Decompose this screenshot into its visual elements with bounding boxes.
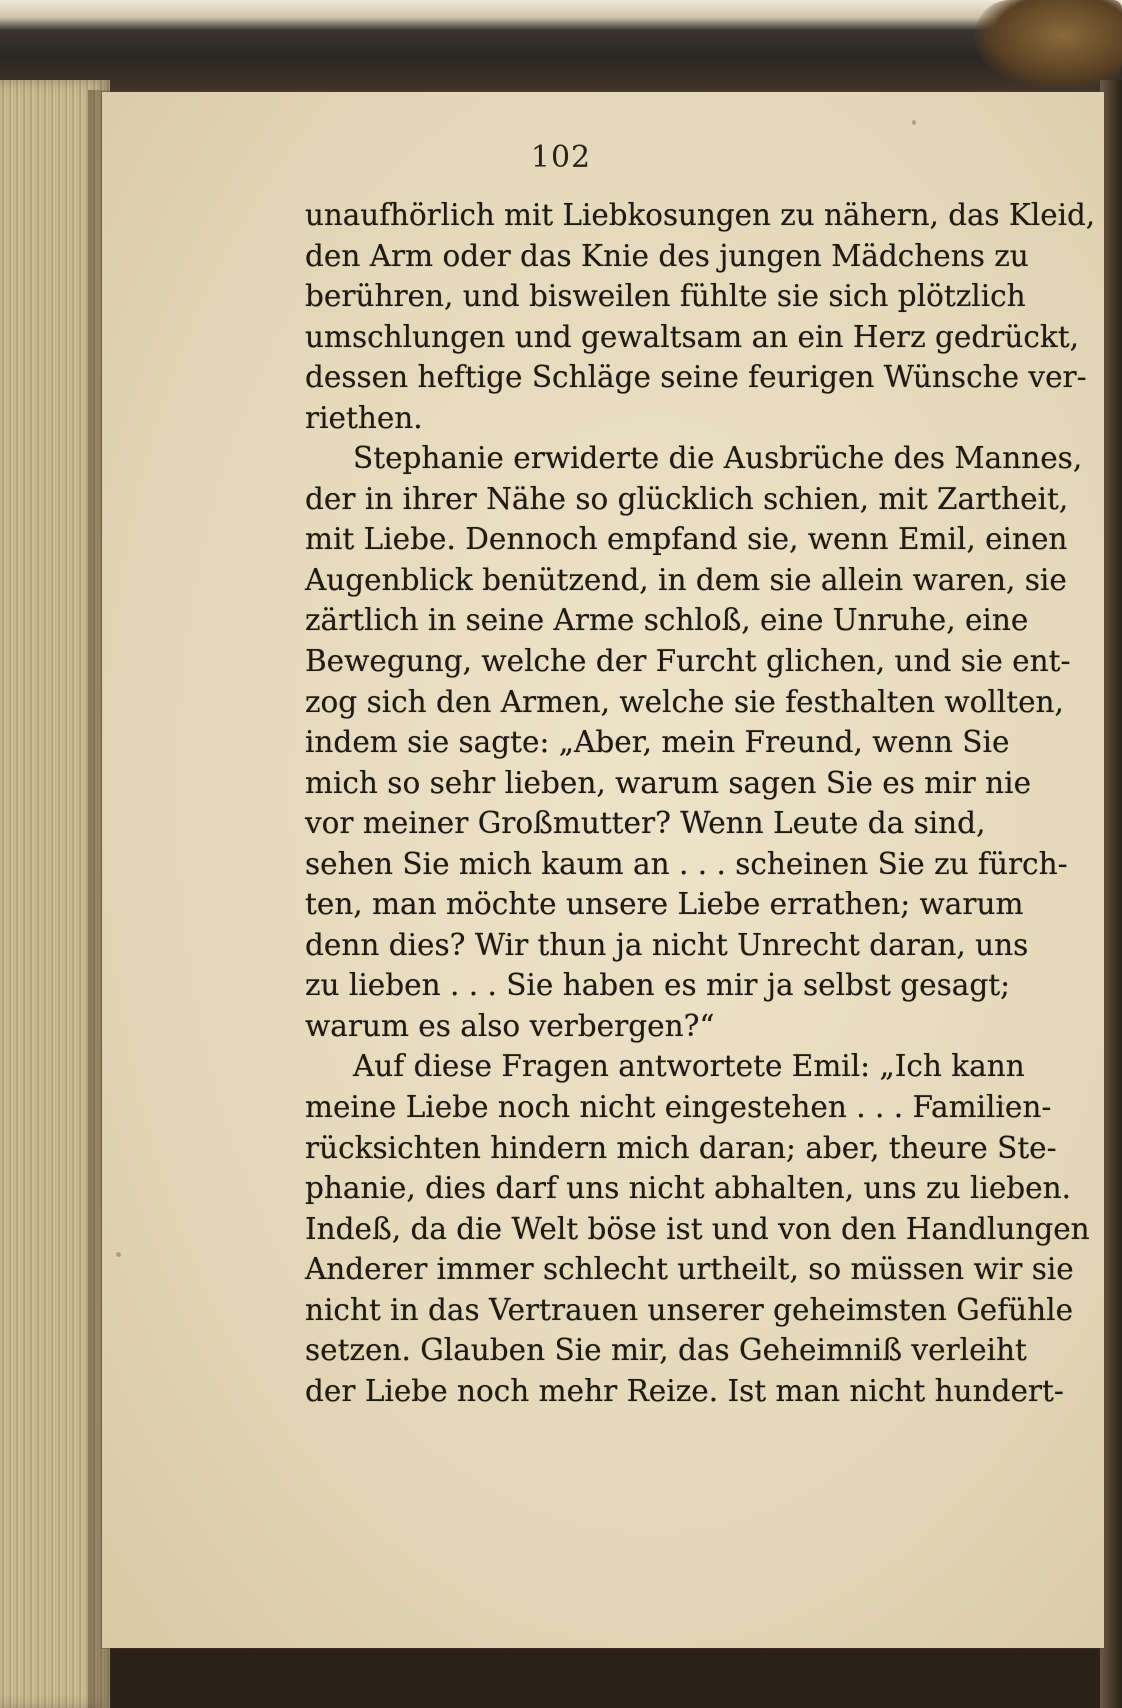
bookmark-ribbon	[975, 0, 1122, 88]
text-line: nicht in das Vertrauen unserer geheimsten Gefühle	[305, 1292, 1074, 1327]
text-line: zog sich den Armen, welche sie festhalten wollten,	[305, 684, 1064, 719]
text-line: vor meiner Großmutter? Wenn Leute da sind,	[305, 806, 986, 841]
foxing-speck	[116, 1252, 121, 1257]
text-line: zärtlich in seine Arme schloß, eine Unruhe, eine	[305, 603, 1029, 638]
text-line: der in ihrer Nähe so glücklich schien, mit Zartheit,	[305, 481, 1069, 516]
text-line: dessen heftige Schläge seine feurigen Wünsche ver-	[305, 360, 1087, 395]
foxing-speck	[912, 120, 916, 125]
text-line: riethen.	[305, 400, 423, 435]
text-line: phanie, dies darf uns nicht abhalten, uns zu lieben.	[305, 1171, 1072, 1206]
text-line: warum es also verbergen?“	[305, 1008, 715, 1043]
text-line: setzen. Glauben Sie mir, das Geheimniß verleiht	[305, 1333, 1027, 1368]
text-line: meine Liebe noch nicht eingestehen . . . Familien-	[305, 1090, 1052, 1125]
text-line: rücksichten hindern mich daran; aber, theure Ste-	[305, 1130, 1057, 1165]
text-line: Anderer immer schlecht urtheilt, so müssen wir sie	[305, 1252, 1074, 1287]
text-line: sehen Sie mich kaum an . . . scheinen Sie zu fürch-	[305, 846, 1068, 881]
book-cover-edge	[0, 0, 1122, 95]
paragraph-start-line: Stephanie erwiderte die Ausbrüche des Mannes,	[353, 441, 1083, 476]
paragraph-start-line: Auf diese Fragen antwortete Emil: „Ich kann	[353, 1049, 1025, 1084]
text-line: berühren, und bisweilen fühlte sie sich plötzlich	[305, 279, 1026, 314]
text-line: denn dies? Wir thun ja nicht Unrecht daran, uns	[305, 927, 1029, 962]
text-line: den Arm oder das Knie des jungen Mädchens zu	[305, 238, 1029, 273]
text-line: Indeß, da die Welt böse ist und von den Handlungen	[305, 1211, 1090, 1246]
text-line: unaufhörlich mit Liebkosungen zu nähern, das Kleid,	[305, 198, 1096, 232]
page-body-text	[305, 195, 1095, 1411]
text-line: indem sie sagte: „Aber, mein Freund, wenn Sie	[305, 725, 1010, 760]
text-line: Bewegung, welche der Furcht glichen, und sie ent-	[305, 644, 1071, 679]
text-line: ten, man möchte unsere Liebe errathen; warum	[305, 887, 1024, 922]
text-line: der Liebe noch mehr Reize. Ist man nicht hundert-	[305, 1373, 1064, 1408]
text-line: umschlungen und gewaltsam an ein Herz gedrückt,	[305, 319, 1079, 354]
text-line: mit Liebe. Dennoch empfand sie, wenn Emil, einen	[305, 522, 1068, 557]
text-line: mich so sehr lieben, warum sagen Sie es mir nie	[305, 765, 1032, 800]
text-line: zu lieben . . . Sie haben es mir ja selbst gesagt;	[305, 968, 1011, 1003]
page-number: 102	[530, 140, 592, 175]
text-line: Augenblick benützend, in dem sie allein waren, sie	[305, 562, 1067, 597]
